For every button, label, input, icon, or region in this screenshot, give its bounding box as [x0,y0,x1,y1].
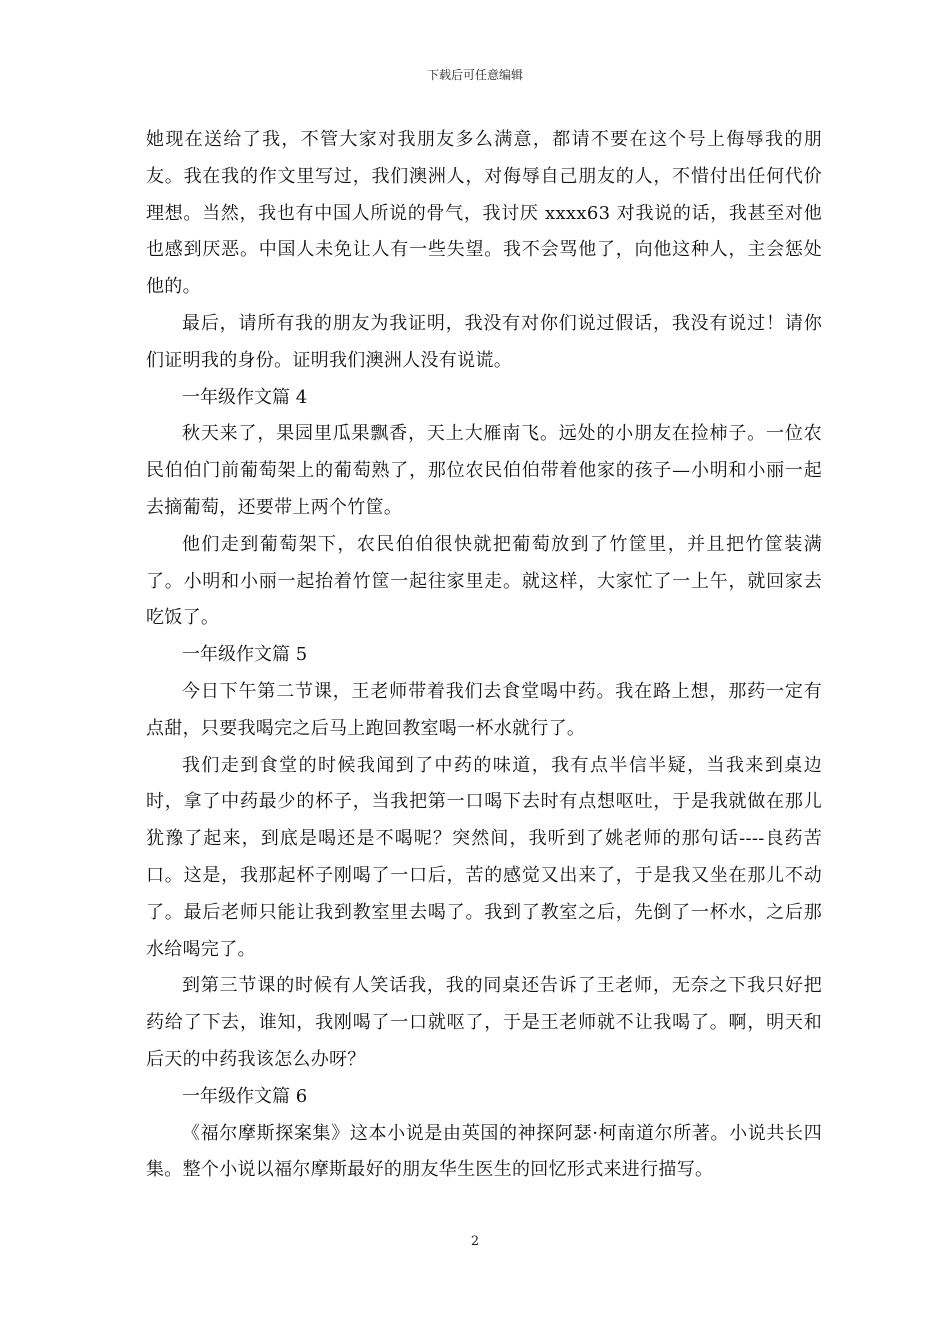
page-header: 下载后可任意编辑 [426,68,523,82]
paragraph: 他们走到葡萄架下，农民伯伯很快就把葡萄放到了竹筐里，并且把竹筐装满了。小明和小丽一起抬着竹筐一起往家里走。就这样，大家忙了一上午，就回家去吃饭了。 [146,533,822,629]
section-heading: 一年级作文篇 5 [182,644,308,666]
paragraph: 她现在送给了我，不管大家对我朋友多么满意，都请不要在这个号上侮辱我的朋友。我在我的作文里写过，我们澳洲人，对侮辱自己朋友的人，不惜付出任何代价理想。当然，我也有中国人所说的骨气，我讨厌 xxxx63 对我说的话，我甚至对他也感到厌恶。中国人未免让人有一些失望。我不会骂他了，向他这种人，主会惩处他的。 [146,129,822,298]
paragraph: 我们走到食堂的时候我闻到了中药的味道，我有点半信半疑，当我来到桌边时，拿了中药最少的杯子，当我把第一口喝下去时有点想呕吐，于是我就做在那儿犹豫了起来，到底是喝还是不喝呢？突然间，我听到了姚老师的那句话----良药苦口。这是，我那起杯子刚喝了一口后，苦的感觉又出来了，于是我又坐在那儿不动了。最后老师只能让我到教室里去喝了。我到了教室之后，先倒了一杯水，之后那水给喝完了。 [146,754,822,960]
section-heading: 一年级作文篇 4 [182,386,308,408]
document-body [146,122,822,1189]
paragraph: 最后，请所有我的朋友为我证明，我没有对你们说过假话，我没有说过！请你们证明我的身份。证明我们澳洲人没有说谎。 [146,312,822,371]
paragraph: 《福尔摩斯探案集》这本小说是由英国的神探阿瑟·柯南道尔所著。小说共长四集。整个小说以福尔摩斯最好的朋友华生医生的回忆形式来进行描写。 [146,1122,822,1181]
page-number: 2 [470,1234,480,1249]
paragraph: 秋天来了，果园里瓜果飘香，天上大雁南飞。远处的小朋友在捡柿子。一位农民伯伯门前葡萄架上的葡萄熟了，那位农民伯伯带着他家的孩子—小明和小丽一起去摘葡萄，还要带上两个竹筐。 [146,423,822,518]
paragraph: 今日下午第二节课，王老师带着我们去食堂喝中药。我在路上想，那药一定有点甜，只要我喝完之后马上跑回教室喝一杯水就行了。 [146,680,822,739]
section-heading: 一年级作文篇 6 [182,1085,308,1107]
paragraph: 到第三节课的时候有人笑话我，我的同桌还告诉了王老师，无奈之下我只好把药给了下去，谁知，我刚喝了一口就呕了，于是王老师就不让我喝了。啊，明天和后天的中药我该怎么办呀？ [146,975,822,1070]
